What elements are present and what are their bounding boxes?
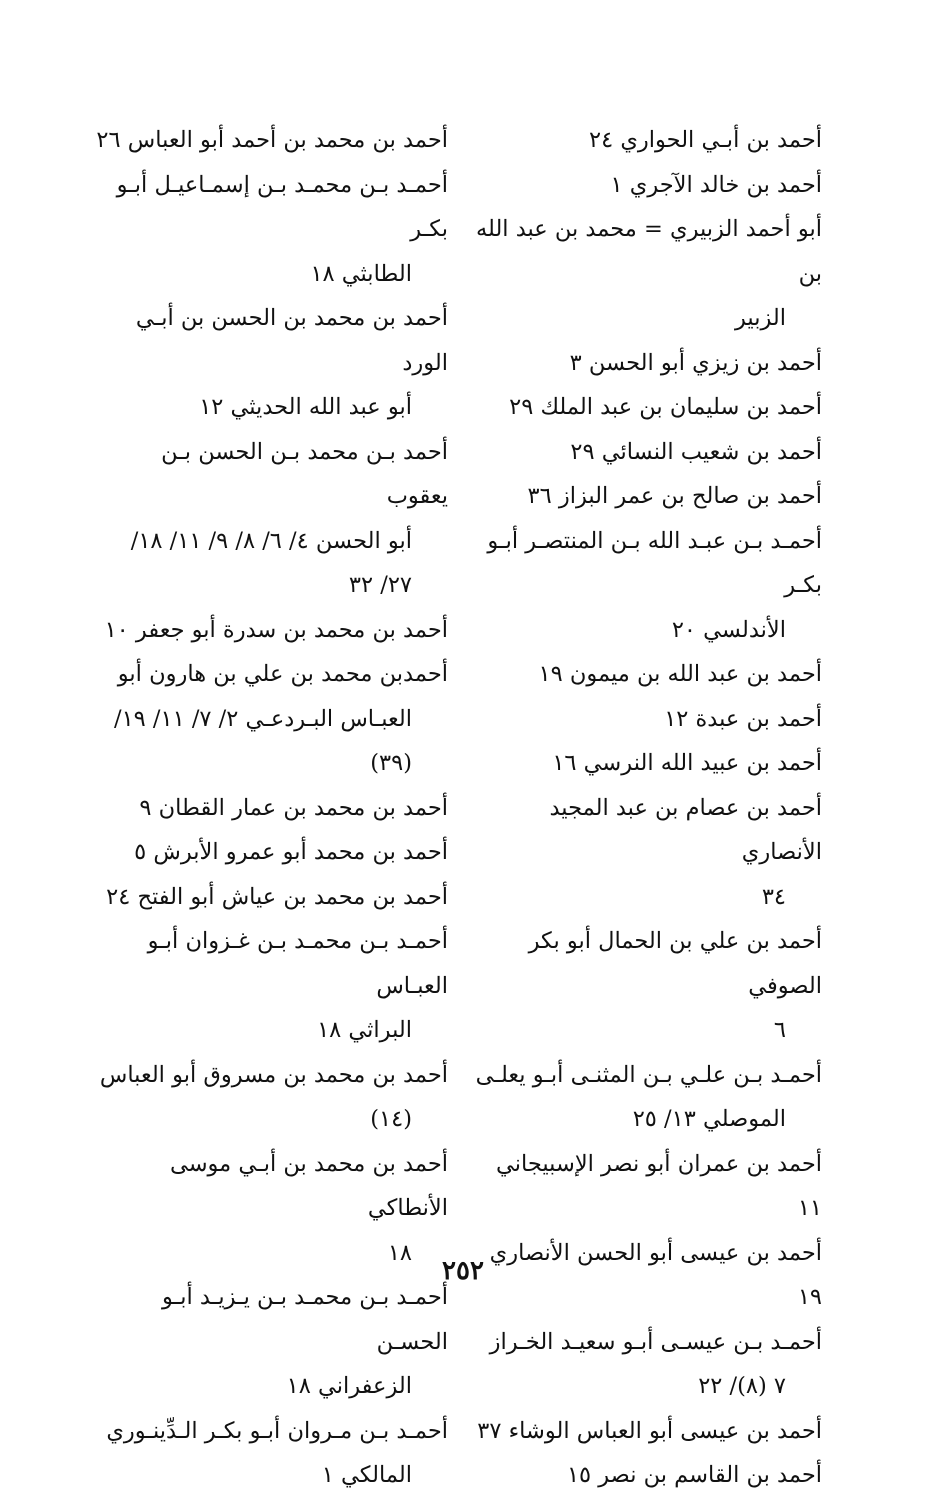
index-entry-text: أحمد بن القاسم بن نصر ١٥ [566, 1462, 822, 1488]
index-entry [96, 430, 448, 608]
index-entry [472, 1453, 822, 1498]
index-entry [472, 385, 822, 430]
index-entry [472, 741, 822, 786]
index-entry [472, 786, 822, 920]
index-entry [96, 652, 448, 786]
index-entry-text: أحمد بن زيزي أبو الحسن ٣ [569, 349, 822, 376]
index-entry [472, 1409, 822, 1454]
index-entry-text: أحمد بن محمد بن الحسن بن أبـي الورد [135, 305, 448, 376]
index-entry-text: أحمـد بـن عبـد الله بـن المنتصـر أبـو بكـر [487, 527, 822, 598]
index-entry [96, 830, 448, 875]
index-entry-text: أحمد بن أبـي الحواري ٢٤ [589, 127, 822, 153]
index-entry-text: أحمـد بـن محمـد بـن يـزيـد أبـو الحسـن [162, 1284, 448, 1355]
index-entry-continuation: ٧ (٨)/ ٢٢ [698, 1373, 786, 1399]
index-entry-continuation: الزعفراني ١٨ [286, 1373, 412, 1399]
index-entry-text: أحمد بن محمد بن أحمد أبو العباس ٢٦ [96, 127, 448, 153]
index-entry [96, 1275, 448, 1409]
index-entry-text: أحمد بن سليمان بن عبد الملك ٢٩ [509, 394, 822, 420]
index-entry-continuation: الموصلي ١٣/ ٢٥ [632, 1106, 786, 1132]
index-entry-continuation: المالكي ١ [321, 1462, 412, 1488]
index-entry-text: أحمد بن خالد الآجري ١ [610, 171, 822, 198]
index-entry [472, 519, 822, 653]
index-entry [472, 1320, 822, 1409]
index-entry-text: أحمـد بـن علـي بـن المثنـى أبـو يعلـى [475, 1061, 822, 1088]
index-entry-text: أحمدبن محمد بن علي بن هارون أبو [117, 661, 448, 687]
index-entry-continuation: أبو الحسن ٤/ ٦/ ٨/ ٩/ ١١/ ١٨/ [130, 527, 412, 554]
index-entry-text: أحمد بن عيسى أبو الحسن الأنصاري ١٩ [489, 1239, 822, 1310]
index-entry [472, 697, 822, 742]
index-entry-text: أحمـد بـن مـروان أبـو بكـر الـدِّينـوري [106, 1417, 448, 1444]
index-entry [96, 875, 448, 920]
index-entry [472, 1053, 822, 1142]
index-entry [96, 608, 448, 653]
index-entry-continuation: العبـاس البـردعـي ٢/ ٧/ ١١/ ١٩/ [114, 705, 412, 732]
index-entry-text: أحمد بـن محمد بـن الحسن بـن يعقوب [161, 438, 448, 509]
index-entry-continuation: ٣٤ [761, 883, 786, 910]
index-entry-continuation: ١٨ [387, 1239, 412, 1266]
index-entry [472, 118, 822, 163]
index-entry [472, 341, 822, 386]
index-entry-continuation: أبو عبد الله الحديثي ١٢ [199, 394, 412, 420]
index-entry-text: أحمد بن محمد بن مسروق أبو العباس [99, 1061, 448, 1088]
index-entry-continuation: (٣٩) [370, 750, 412, 776]
index-entry-text: أحمـد بـن محمـد بـن إسمـاعيـل أبـو بكـر [116, 171, 448, 242]
index-entry-text: أحمد بن عبدة ١٢ [664, 705, 822, 732]
index-entry [96, 118, 448, 163]
index-entry [472, 207, 822, 341]
index-entry-continuation: ٢٧/ ٣٢ [348, 572, 412, 598]
index-entry-text: أحمد بن علي بن الحمال أبو بكر الصوفي [528, 928, 822, 999]
index-entry [96, 1053, 448, 1142]
index-entry-continuation: الأندلسي ٢٠ [671, 616, 786, 643]
index-entry-text: أحمد بن محمد بن عياش أبو الفتح ٢٤ [106, 883, 448, 910]
index-entry [96, 1142, 448, 1276]
index-entry [96, 1409, 448, 1498]
index-entry [472, 430, 822, 475]
index-entry-text: أحمد بن محمد بن عمار القطان ٩ [139, 794, 448, 821]
index-entry-text: أبو أحمد الزبيري = محمد بن عبد الله بن [475, 216, 822, 287]
index-entry [472, 1142, 822, 1231]
index-entry [96, 786, 448, 831]
index-entry-text: أحمد بن صالح بن عمر البزاز ٣٦ [527, 483, 822, 509]
index-entry [96, 163, 448, 297]
index-entry-continuation: ٦ [773, 1017, 786, 1043]
index-entry [472, 474, 822, 519]
index-entry-continuation: الزبير [735, 305, 786, 331]
index-entry-text: أحمد بن عمران أبو نصر الإسبيجاني ١١ [496, 1150, 822, 1221]
index-entry [96, 919, 448, 1053]
index-entry-text: أحمد بن محمد بن أبـي موسى الأنطاكي [169, 1150, 448, 1221]
index-column-left [96, 118, 448, 1498]
index-entry-text: أحمد بن عيسى أبو العباس الوشاء ٣٧ [477, 1417, 822, 1444]
index-entry-text: أحمد بن محمد أبو عمرو الأبرش ٥ [134, 839, 448, 865]
index-entry [472, 919, 822, 1053]
index-entry-text: أحمـد بـن محمـد بـن غـزوان أبـو العبـاس [147, 928, 448, 999]
index-entry-text: أحمد بن محمد بن سدرة أبو جعفر ١٠ [104, 616, 448, 643]
index-entry-text: أحمد بن عصام بن عبد المجيد الأنصاري [549, 794, 822, 865]
index-entry-continuation: الطابثي ١٨ [310, 260, 412, 287]
index-entry [472, 652, 822, 697]
index-entry-text: أحمـد بـن عيسـى أبـو سعيـد الخـراز [489, 1328, 822, 1355]
page-number: ٢٥٢ [442, 1256, 484, 1286]
index-entry [472, 163, 822, 208]
index-entry-continuation: البراثي ١٨ [317, 1017, 412, 1043]
index-entry-text: أحمد بن عبيد الله النرسي ١٦ [552, 750, 822, 776]
index-entry-continuation: (١٤) [370, 1106, 412, 1132]
index-entry [96, 296, 448, 430]
index-column-right [472, 118, 822, 1498]
index-entry-text: أحمد بن عبد الله بن ميمون ١٩ [538, 661, 822, 687]
index-entry-text: أحمد بن شعيب النسائي ٢٩ [570, 438, 822, 465]
